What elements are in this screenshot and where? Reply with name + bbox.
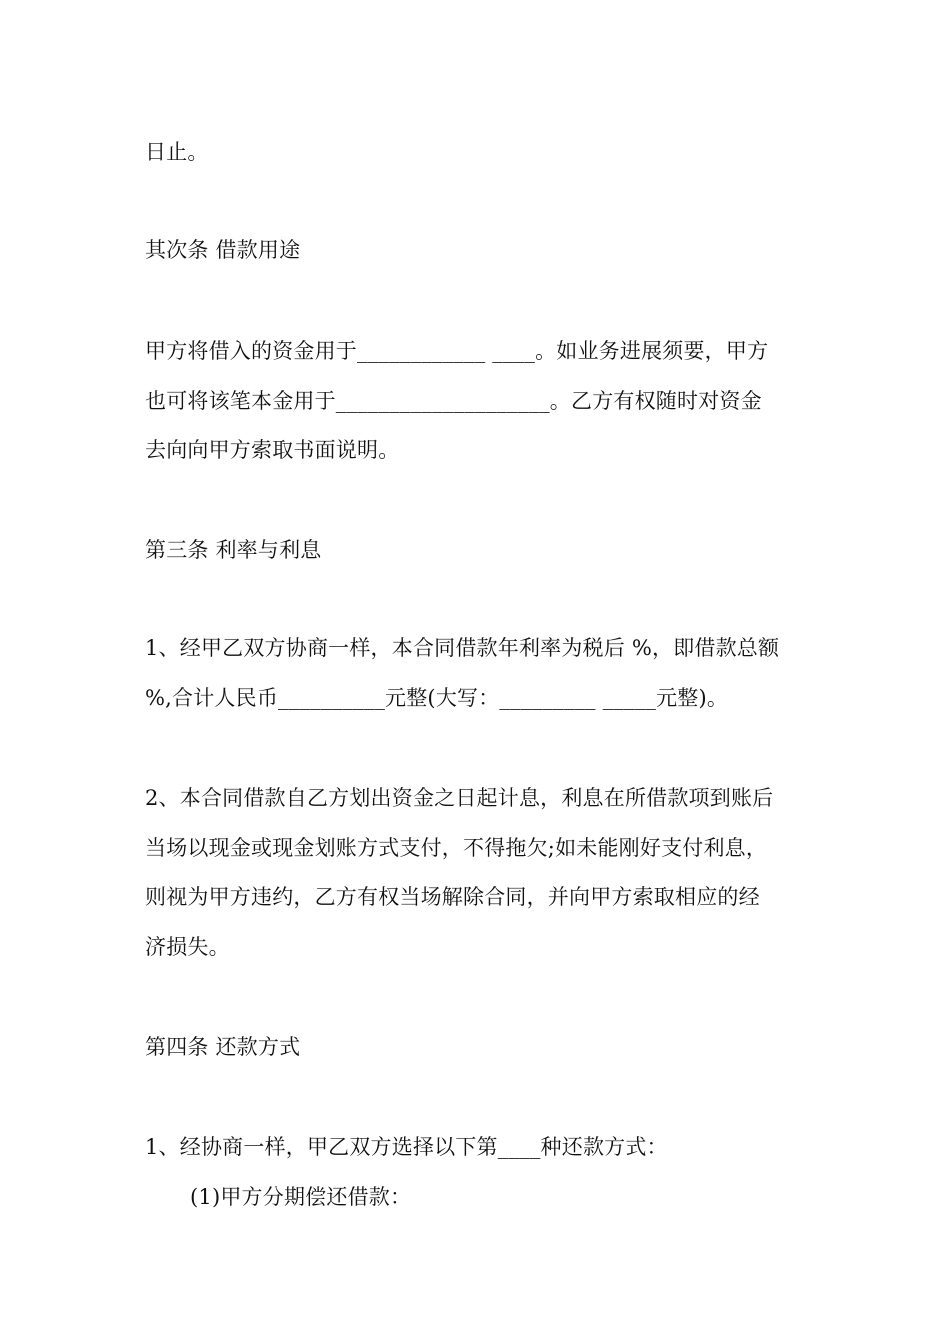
- section-heading: 第四条 还款方式: [145, 1035, 301, 1059]
- paragraph-line: 日止。: [145, 140, 209, 164]
- paragraph-line: %,合计人民币__________元整(大写：_________ _____元整)。: [145, 686, 729, 710]
- paragraph-line: 1、经协商一样，甲乙双方选择以下第____种还款方式：: [145, 1135, 668, 1159]
- paragraph-line: 也可将该笔本金用于____________________。乙方有权随时对资金: [145, 389, 762, 413]
- paragraph-line: 济损失。: [145, 935, 230, 959]
- section-heading: 其次条 借款用途: [145, 238, 301, 262]
- paragraph-line: 去向向甲方索取书面说明。: [145, 438, 400, 462]
- paragraph-line: 当场以现金或现金划账方式支付，不得拖欠;如未能刚好支付利息，: [145, 836, 768, 860]
- paragraph-line: 2、本合同借款自乙方划出资金之日起计息，利息在所借款项到账后: [145, 786, 774, 810]
- section-heading: 第三条 利率与利息: [145, 538, 322, 562]
- paragraph-line: 则视为甲方违约，乙方有权当场解除合同，并向甲方索取相应的经: [145, 885, 760, 909]
- paragraph-line: 甲方将借入的资金用于____________ ____。如业务进展须要，甲方: [145, 339, 769, 363]
- list-item: (1)甲方分期偿还借款：: [190, 1185, 412, 1209]
- paragraph-line: 1、经甲乙双方协商一样，本合同借款年利率为税后 %，即借款总额: [145, 636, 780, 660]
